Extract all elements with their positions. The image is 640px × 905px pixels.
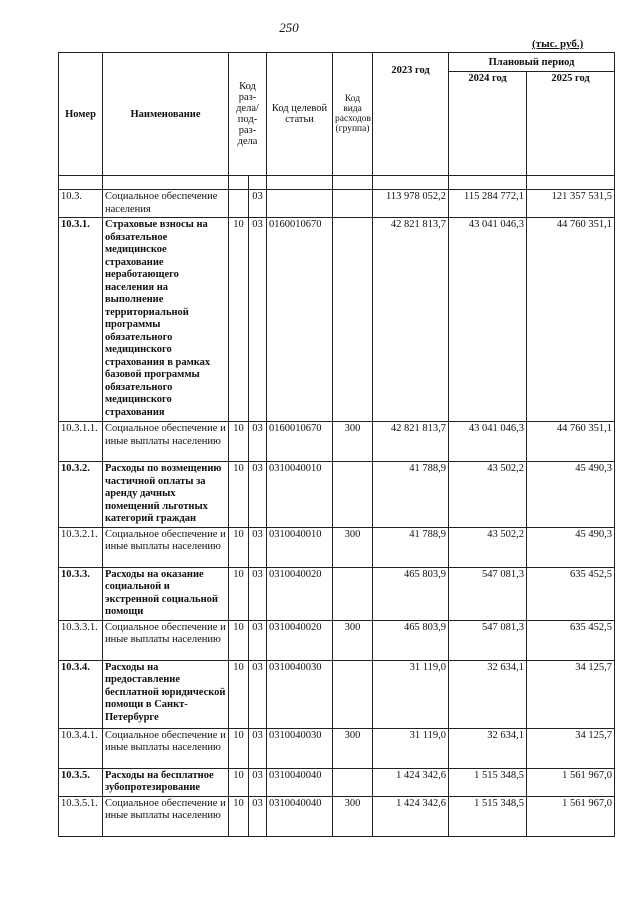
row-value-2023: 42 821 813,7 <box>373 422 449 462</box>
row-expense-type: 300 <box>333 620 373 660</box>
row-expense-type: 300 <box>333 422 373 462</box>
row-subsection: 03 <box>249 462 267 528</box>
table-row <box>59 190 615 218</box>
row-target-code: 0310040040 <box>267 768 333 796</box>
row-expense-type <box>333 218 373 422</box>
row-target-code: 0310040020 <box>267 567 333 620</box>
table-row <box>59 422 615 462</box>
row-value-2025: 45 490,3 <box>527 527 615 567</box>
row-expense-type <box>333 768 373 796</box>
table-row <box>59 527 615 567</box>
row-subsection: 03 <box>249 218 267 422</box>
row-value-2023: 31 119,0 <box>373 728 449 768</box>
row-section: 10 <box>229 567 249 620</box>
header-number: Номер <box>59 53 103 176</box>
table-row <box>59 567 615 620</box>
row-number: 10.3. <box>59 190 103 218</box>
row-subsection: 03 <box>249 190 267 218</box>
row-value-2025: 44 760 351,1 <box>527 218 615 422</box>
row-subsection: 03 <box>249 567 267 620</box>
row-value-2024: 43 502,2 <box>449 462 527 528</box>
row-expense-type: 300 <box>333 796 373 836</box>
row-target-code: 0160010670 <box>267 422 333 462</box>
row-number: 10.3.1. <box>59 218 103 422</box>
row-value-2024: 43 502,2 <box>449 527 527 567</box>
header-name: Наименование <box>103 53 229 176</box>
row-subsection: 03 <box>249 422 267 462</box>
row-subsection: 03 <box>249 620 267 660</box>
row-expense-type: 300 <box>333 728 373 768</box>
row-value-2025: 45 490,3 <box>527 462 615 528</box>
row-name: Страховые взносы на обязательное медицинское страхование неработающего населения на выполнение территориальной программы обязательного медицинского страхования в рамках базовой программы обязательного медицинского страхования <box>103 218 229 422</box>
header-expense-code: Код вида расходов (группа) <box>333 53 373 176</box>
row-number: 10.3.2. <box>59 462 103 528</box>
table-row <box>59 462 615 528</box>
row-section: 10 <box>229 218 249 422</box>
row-name: Социальное обеспечение и иные выплаты населению <box>103 728 229 768</box>
table-row <box>59 218 615 422</box>
row-value-2024: 547 081,3 <box>449 620 527 660</box>
row-value-2023: 465 803,9 <box>373 567 449 620</box>
row-name: Расходы на бесплатное зубопротезирование <box>103 768 229 796</box>
row-value-2023: 1 424 342,6 <box>373 768 449 796</box>
row-value-2023: 41 788,9 <box>373 527 449 567</box>
row-name: Социальное обеспечение и иные выплаты населению <box>103 527 229 567</box>
row-name: Расходы на предоставление бесплатной юридической помощи в Санкт-Петербурге <box>103 660 229 728</box>
table-row <box>59 620 615 660</box>
budget-table <box>58 52 615 837</box>
row-section: 10 <box>229 620 249 660</box>
row-value-2023: 1 424 342,6 <box>373 796 449 836</box>
row-section: 10 <box>229 660 249 728</box>
table-row <box>59 660 615 728</box>
row-section: 10 <box>229 422 249 462</box>
row-name: Расходы на оказание социальной и экстренной социальной помощи <box>103 567 229 620</box>
header-target-code: Код целевой статьи <box>267 53 333 176</box>
page-number: 250 <box>279 20 299 35</box>
row-value-2024: 115 284 772,1 <box>449 190 527 218</box>
row-number: 10.3.2.1. <box>59 527 103 567</box>
row-name: Социальное обеспечение и иные выплаты населению <box>103 620 229 660</box>
row-value-2024: 32 634,1 <box>449 660 527 728</box>
row-number: 10.3.4. <box>59 660 103 728</box>
row-value-2025: 121 357 531,5 <box>527 190 615 218</box>
row-name: Социальное обеспечение и иные выплаты населению <box>103 796 229 836</box>
row-value-2024: 1 515 348,5 <box>449 768 527 796</box>
row-target-code: 0310040040 <box>267 796 333 836</box>
table-row <box>59 796 615 836</box>
row-section: 10 <box>229 527 249 567</box>
row-number: 10.3.5.1. <box>59 796 103 836</box>
row-target-code: 0310040030 <box>267 660 333 728</box>
header-year-2024: 2024 год <box>449 72 527 176</box>
row-value-2025: 1 561 967,0 <box>527 796 615 836</box>
row-target-code: 0310040010 <box>267 462 333 528</box>
row-value-2024: 32 634,1 <box>449 728 527 768</box>
row-number: 10.3.3.1. <box>59 620 103 660</box>
row-name: Социальное обеспечение и иные выплаты населению <box>103 422 229 462</box>
table-row <box>59 728 615 768</box>
row-value-2023: 42 821 813,7 <box>373 218 449 422</box>
row-value-2023: 465 803,9 <box>373 620 449 660</box>
row-section: 10 <box>229 768 249 796</box>
table-row <box>59 768 615 796</box>
header-section-code: Код раз-дела/ под-раз-дела <box>229 53 267 176</box>
row-target-code: 0310040010 <box>267 527 333 567</box>
row-value-2025: 635 452,5 <box>527 567 615 620</box>
row-value-2024: 43 041 046,3 <box>449 422 527 462</box>
header-year-2025: 2025 год <box>527 72 615 176</box>
row-name: Социальное обеспечение населения <box>103 190 229 218</box>
table-header <box>59 53 615 190</box>
row-expense-type <box>333 190 373 218</box>
row-expense-type <box>333 660 373 728</box>
row-value-2023: 113 978 052,2 <box>373 190 449 218</box>
row-expense-type: 300 <box>333 527 373 567</box>
row-target-code: 0310040020 <box>267 620 333 660</box>
row-subsection: 03 <box>249 796 267 836</box>
row-value-2025: 34 125,7 <box>527 728 615 768</box>
row-subsection: 03 <box>249 660 267 728</box>
row-target-code <box>267 190 333 218</box>
header-planning-period: Плановый период <box>449 53 615 72</box>
row-value-2023: 41 788,9 <box>373 462 449 528</box>
row-name: Расходы по возмещению частичной оплаты за аренду дачных помещений льготных категорий граждан <box>103 462 229 528</box>
row-expense-type <box>333 567 373 620</box>
row-expense-type <box>333 462 373 528</box>
row-value-2025: 34 125,7 <box>527 660 615 728</box>
row-section: 10 <box>229 728 249 768</box>
row-number: 10.3.5. <box>59 768 103 796</box>
row-value-2024: 1 515 348,5 <box>449 796 527 836</box>
table-body <box>59 190 615 837</box>
row-section: 10 <box>229 796 249 836</box>
row-value-2024: 43 041 046,3 <box>449 218 527 422</box>
row-number: 10.3.4.1. <box>59 728 103 768</box>
row-section <box>229 190 249 218</box>
row-subsection: 03 <box>249 768 267 796</box>
row-value-2023: 31 119,0 <box>373 660 449 728</box>
row-target-code: 0310040030 <box>267 728 333 768</box>
row-value-2025: 1 561 967,0 <box>527 768 615 796</box>
units-label: (тыс. руб.) <box>532 38 584 50</box>
header-year-2023: 2023 год <box>373 53 449 176</box>
row-section: 10 <box>229 462 249 528</box>
row-number: 10.3.1.1. <box>59 422 103 462</box>
row-target-code: 0160010670 <box>267 218 333 422</box>
row-subsection: 03 <box>249 728 267 768</box>
row-value-2025: 635 452,5 <box>527 620 615 660</box>
row-value-2024: 547 081,3 <box>449 567 527 620</box>
row-number: 10.3.3. <box>59 567 103 620</box>
row-subsection: 03 <box>249 527 267 567</box>
row-value-2025: 44 760 351,1 <box>527 422 615 462</box>
